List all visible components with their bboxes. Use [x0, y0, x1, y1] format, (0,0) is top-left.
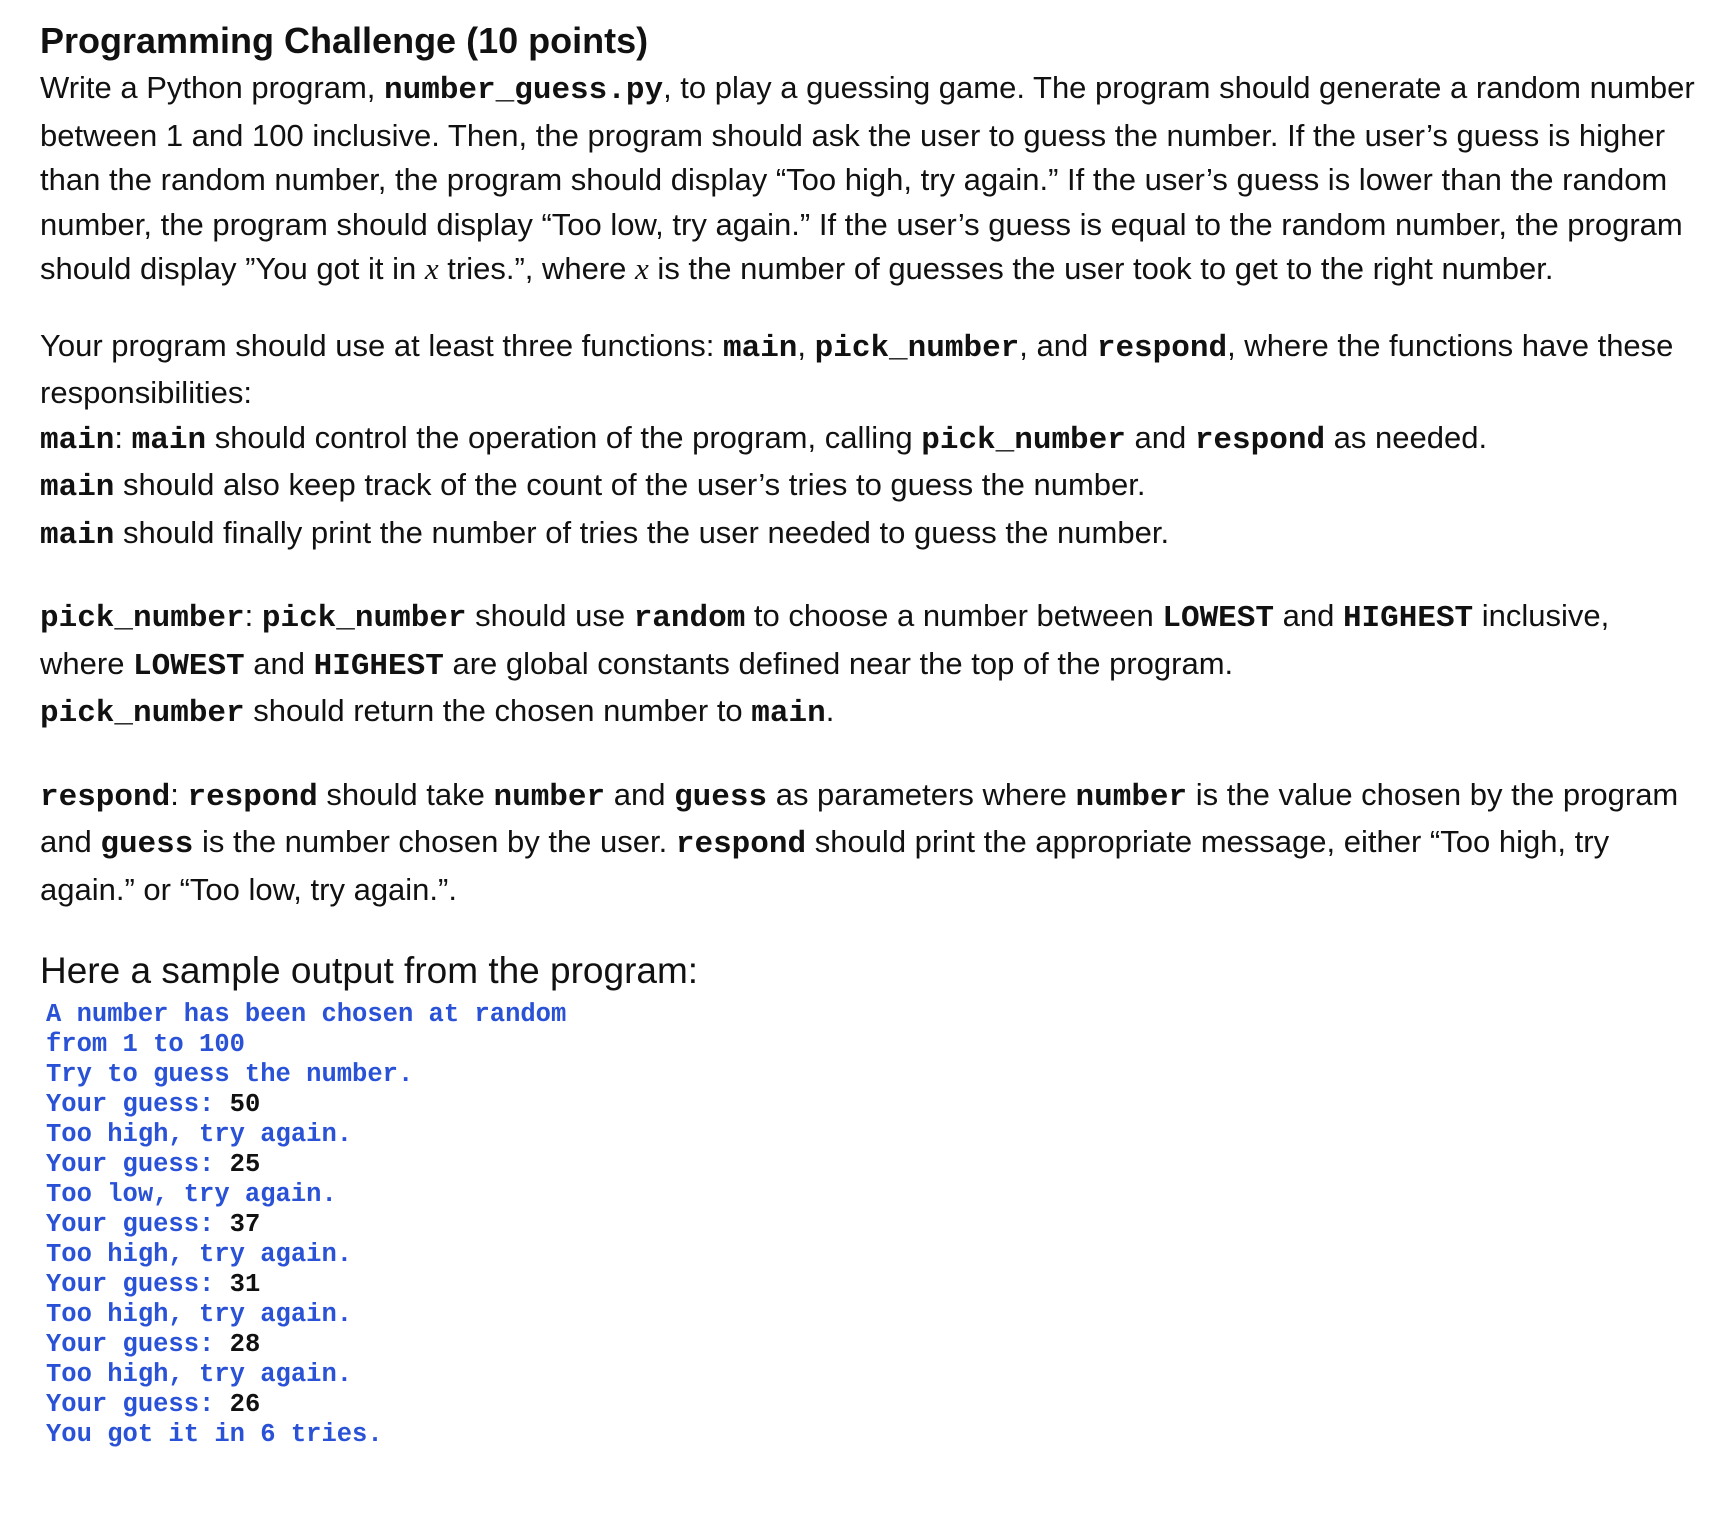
- console-line: Too high, try again.: [46, 1360, 353, 1389]
- pick-number-code: pick_number: [814, 330, 1020, 366]
- pick-desc-text-4: are global constants defined near the top of the program.: [443, 645, 1234, 681]
- pick-number-description: [40, 594, 1700, 737]
- pick-desc-text-1: should use: [466, 598, 634, 633]
- pick-desc-line-3: should return the chosen number to: [244, 693, 752, 728]
- separator: and: [244, 645, 314, 681]
- respond-label: respond: [40, 779, 171, 815]
- main-code: main: [40, 517, 115, 553]
- respond-code: respond: [1096, 330, 1228, 366]
- console-line: from 1 to 100: [46, 1030, 245, 1059]
- pick-desc-text-3: inclusive, where: [40, 598, 1610, 681]
- guess-value: 25: [229, 1150, 261, 1179]
- sample-output-heading: Here a sample output from the program:: [40, 950, 699, 991]
- guess-code: guess: [674, 779, 768, 815]
- highest-code: HIGHEST: [313, 648, 444, 684]
- separator: and: [1273, 598, 1343, 633]
- console-line: Too high, try again.: [46, 1300, 353, 1329]
- lowest-code: LOWEST: [1162, 601, 1274, 636]
- guess-prompt: Your guess:: [46, 1210, 230, 1239]
- guess-prompt: Your guess:: [46, 1390, 230, 1419]
- respond-desc-text-4: is the number chosen by the user.: [193, 824, 676, 859]
- variable-x: x: [635, 251, 649, 286]
- console-line: Try to guess the number.: [46, 1060, 414, 1089]
- pick-number-code: pick_number: [261, 601, 467, 636]
- main-code: main: [40, 470, 115, 505]
- functions-text-2: , where the functions have these responsibilities:: [40, 327, 1674, 410]
- intro-text-2: , to play a guessing game. The program should generate a random number between 1 and 100 inclusive. Then, the program should ask the user to guess the number. If the user’s guess is higher than the random number, the program should display “Too high, try again.” If the user’s guess is lower than the random number, the program should display “Too low, try again.” If the user’s guess is equal to the random number, the program should display ”You got it in: [40, 70, 1695, 286]
- intro-text-4: is the number of guesses the user took to get to the right number.: [648, 251, 1554, 286]
- filename-code: number_guess.py: [384, 73, 664, 108]
- guess-value: 37: [229, 1210, 261, 1239]
- guess-value: 26: [229, 1390, 261, 1419]
- guess-value: 31: [229, 1270, 261, 1299]
- separator: .: [825, 693, 835, 728]
- console-guess-line: [46, 1390, 1700, 1420]
- console-line: Too high, try again.: [46, 1120, 353, 1149]
- functions-paragraph: [40, 324, 1700, 416]
- respond-code: respond: [187, 779, 318, 815]
- console-guess-line: [46, 1150, 1700, 1180]
- console-line: You got it in 6 tries.: [46, 1420, 383, 1449]
- pick-number-code: pick_number: [40, 696, 245, 731]
- guess-value: 50: [229, 1090, 261, 1119]
- document: [40, 16, 1700, 1450]
- console-guess-line: [46, 1270, 1700, 1300]
- highest-code: HIGHEST: [1342, 601, 1474, 636]
- separator: :: [114, 419, 132, 455]
- separator: , and: [1019, 327, 1097, 363]
- guess-value: 28: [229, 1330, 261, 1359]
- respond-desc-text-3: is the value chosen by the program and: [40, 776, 1679, 859]
- guess-prompt: Your guess:: [46, 1270, 230, 1299]
- separator: and: [605, 776, 675, 812]
- pick-number-label: pick_number: [40, 601, 245, 636]
- pick-desc-text-2: to choose a number between: [745, 598, 1163, 633]
- main-desc-line-3: should finally print the number of tries the user needed to guess the number.: [114, 514, 1170, 550]
- respond-description: [40, 773, 1700, 913]
- console-guess-line: [46, 1330, 1700, 1360]
- respond-code: respond: [1194, 422, 1326, 458]
- pick-number-code: pick_number: [921, 422, 1126, 458]
- main-description: [40, 416, 1700, 559]
- separator: :: [244, 598, 262, 633]
- console-line: Too low, try again.: [46, 1180, 337, 1209]
- respond-code: respond: [675, 827, 807, 862]
- main-desc-line-2: should also keep track of the count of the user’s tries to guess the number.: [114, 467, 1146, 502]
- main-desc-text-1: should control the operation of the program, calling: [206, 419, 922, 455]
- page-title: Programming Challenge (10 points): [40, 20, 649, 61]
- guess-prompt: Your guess:: [46, 1090, 230, 1119]
- guess-prompt: Your guess:: [46, 1150, 230, 1179]
- main-code: main: [722, 330, 798, 366]
- guess-prompt: Your guess:: [46, 1330, 230, 1359]
- sample-output-console: [46, 1000, 1700, 1450]
- intro-paragraph: [40, 66, 1700, 292]
- separator: and: [1125, 419, 1195, 455]
- console-guess-line: [46, 1090, 1700, 1120]
- console-guess-line: [46, 1210, 1700, 1240]
- number-code: number: [1075, 779, 1188, 815]
- guess-code: guess: [100, 827, 194, 862]
- respond-desc-text-2: as parameters where: [767, 776, 1076, 812]
- main-code: main: [131, 422, 207, 458]
- lowest-code: LOWEST: [133, 648, 245, 684]
- separator: :: [170, 776, 188, 812]
- main-desc-text-2: as needed.: [1325, 419, 1488, 455]
- intro-text-3: tries.”, where: [438, 251, 636, 286]
- number-code: number: [493, 779, 606, 815]
- console-line: A number has been chosen at random: [46, 1000, 567, 1029]
- variable-x: x: [424, 251, 439, 286]
- main-label: main: [40, 422, 115, 458]
- console-line: Too high, try again.: [46, 1240, 353, 1269]
- random-code: random: [633, 601, 746, 636]
- intro-text-1: Write a Python program,: [40, 70, 385, 105]
- separator: ,: [797, 327, 815, 363]
- main-code: main: [751, 696, 826, 731]
- respond-desc-text-5: should print the appropriate message, either “Too high, try again.” or “Too low, try again.”.: [40, 824, 1610, 907]
- respond-desc-text-1: should take: [317, 776, 494, 812]
- functions-text-1: Your program should use at least three functions:: [40, 327, 723, 363]
